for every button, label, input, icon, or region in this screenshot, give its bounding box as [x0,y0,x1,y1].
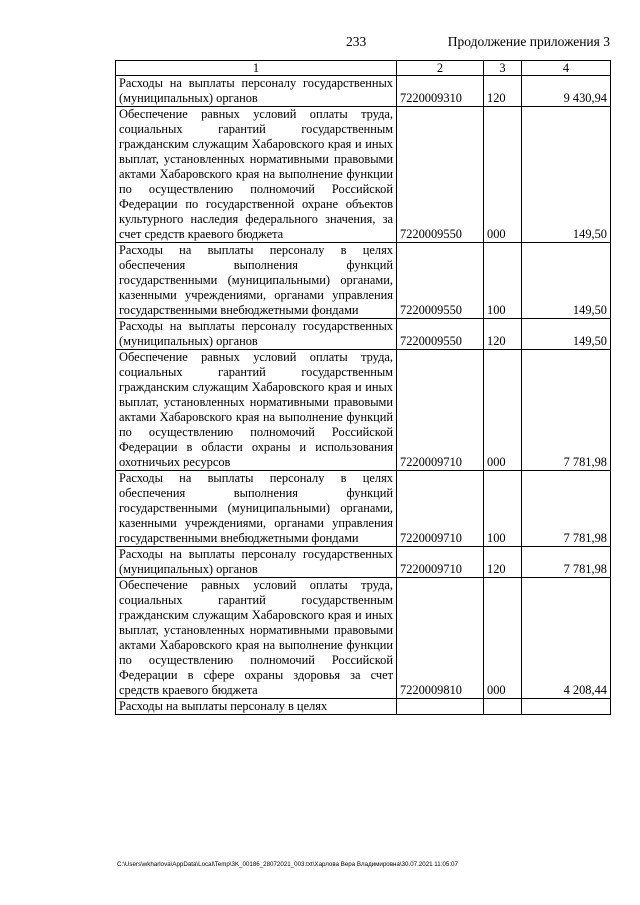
expense-description: Обеспечение равных условий оплаты труда, социальных гарантий государственным гражданским служащим Хабаровского края и иных выплат, установленных нормативными правовыми актами Хабаровского края на выполнение функций по осуществлению полномочий Российской Федерации в области охраны и использования охотничьих ресурсов [116,350,397,471]
expense-kind-code: 120 [484,547,522,578]
amount-value: 7 781,98 [522,547,611,578]
amount-value: 9 430,94 [522,76,611,107]
expense-kind-code: 000 [484,107,522,243]
table-row [116,578,611,699]
amount-value [522,699,611,715]
column-header: 3 [484,61,522,76]
expense-kind-code [484,699,522,715]
expense-description: Обеспечение равных условий оплаты труда, социальных гарантий государственным гражданским служащим Хабаровского края и иных выплат, установленных нормативными правовыми актами Хабаровского края на выполнение функции по осуществлению полномочий Российской Федерации в сфере охраны здоровья за счет средств краевого бюджета [116,578,397,699]
table-row [116,471,611,547]
expense-description: Расходы на выплаты персоналу государственных (муниципальных) органов [116,547,397,578]
table-row [116,319,611,350]
amount-value: 149,50 [522,319,611,350]
expense-description: Расходы на выплаты персоналу в целях [116,699,397,715]
amount-value: 7 781,98 [522,471,611,547]
expense-kind-code: 100 [484,471,522,547]
expense-kind-code: 100 [484,243,522,319]
table-row [116,699,611,715]
target-article-code: 7220009550 [397,107,484,243]
table-row [116,243,611,319]
table-row [116,547,611,578]
column-header: 2 [397,61,484,76]
target-article-code: 7220009710 [397,350,484,471]
file-path-footer: C:\Users\wkharlova\AppData\Local\Temp\3K_00186_28072021_003.txt\Харлова Вера Владимировна\30.07.2021 11:05:07 [117,861,458,868]
amount-value: 149,50 [522,243,611,319]
target-article-code: 7220009550 [397,243,484,319]
target-article-code: 7220009550 [397,319,484,350]
column-header: 1 [116,61,397,76]
target-article-code: 7220009810 [397,578,484,699]
expense-description: Расходы на выплаты персоналу в целях обеспечения выполнения функций государственными (муниципальными) органами, казенными учреждениями, органами управления государственными внебюджетными фондами [116,243,397,319]
expense-kind-code: 120 [484,319,522,350]
budget-table [115,60,611,715]
expense-description: Расходы на выплаты персоналу государственных (муниципальных) органов [116,319,397,350]
expense-kind-code: 000 [484,350,522,471]
continuation-heading: Продолжение приложения 3 [447,34,610,49]
table-row [116,350,611,471]
page-number: 233 [346,34,367,49]
expense-description: Расходы на выплаты персоналу в целях обеспечения выполнения функций государственными (муниципальными) органами, казенными учреждениями, органами управления государственными внебюджетными фондами [116,471,397,547]
column-number-row [116,61,611,76]
target-article-code: 7220009710 [397,547,484,578]
table-row [116,107,611,243]
expense-description: Обеспечение равных условий оплаты труда, социальных гарантий государственным гражданским служащим Хабаровского края и иных выплат, установленных нормативными правовыми актами Хабаровского края на выполнение функции по осуществлению полномочий Российской Федерации по государственной охране объектов культурного наследия федерального значения, за счет средств краевого бюджета [116,107,397,243]
amount-value: 149,50 [522,107,611,243]
target-article-code: 7220009310 [397,76,484,107]
amount-value: 4 208,44 [522,578,611,699]
table-row [116,76,611,107]
expense-description: Расходы на выплаты персоналу государственных (муниципальных) органов [116,76,397,107]
expense-kind-code: 000 [484,578,522,699]
target-article-code: 7220009710 [397,471,484,547]
target-article-code [397,699,484,715]
expense-kind-code: 120 [484,76,522,107]
column-header: 4 [522,61,611,76]
amount-value: 7 781,98 [522,350,611,471]
